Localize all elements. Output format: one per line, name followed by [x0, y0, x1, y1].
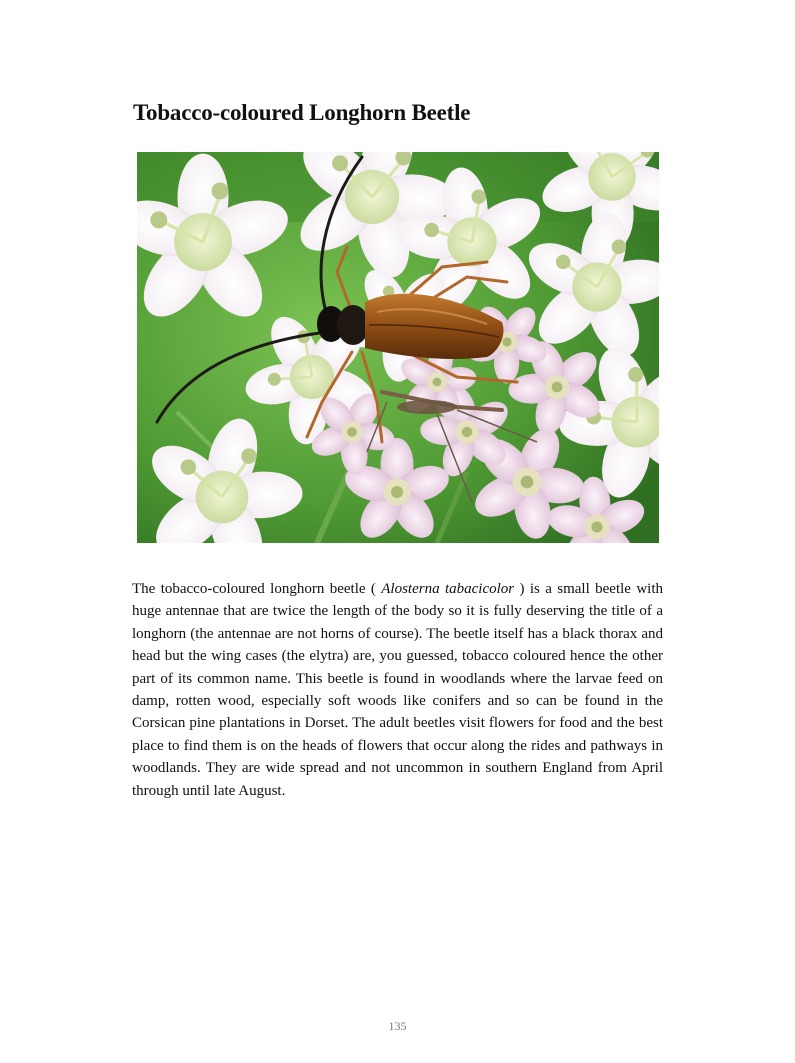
species-name: Alosterna tabacicolor — [381, 581, 515, 597]
page-title: Tobacco-coloured Longhorn Beetle — [133, 100, 471, 125]
beetle-photo — [137, 152, 659, 543]
page-number: 135 — [388, 1019, 407, 1033]
body-paragraph — [132, 578, 663, 802]
paragraph-intro: The tobacco-coloured longhorn beetle ( — [132, 581, 382, 597]
paragraph-rest: ) is a small beetle with huge antennae that are twice the length of the body so it is fully deserving the title of a longhorn (the antennae are not horns of course). The beetle itself has a black thorax and head but the wing cases (the elytra) are, you guessed, tobacco coloured hence the other part of its common name. This beetle is found in woodlands where the larvae feed on damp, rotten wood, especially soft woods like conifers and so can be found in the Corsican pine plantations in Dorset. The adult beetles visit flowers for food and the best place to find them is on the heads of flowers that occur along the rides and pathways in woodlands. They are wide spread and not uncommon in southern England from April through until late August. — [132, 581, 663, 799]
